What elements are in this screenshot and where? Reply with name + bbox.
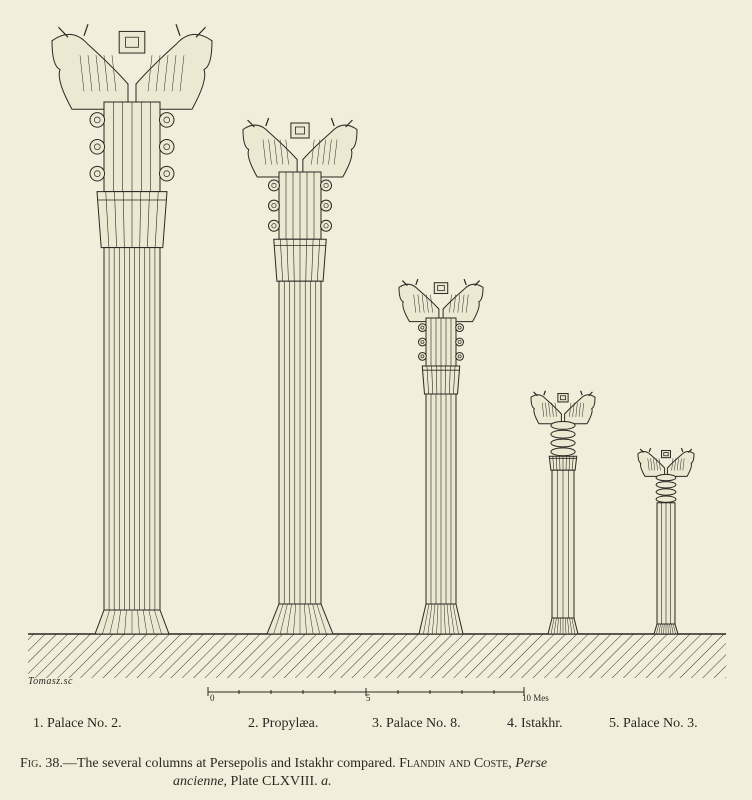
scale-end-label: 10 Mes: [522, 693, 549, 703]
column-5: [638, 448, 694, 634]
double-bull-capital-icon: [399, 279, 483, 321]
column-label-2: 2. Propylæa.: [248, 716, 319, 731]
double-bull-capital-icon: [638, 448, 694, 476]
figure-caption: [20, 755, 732, 791]
column-labels: [0, 716, 752, 736]
volute-scroll-icon: [90, 102, 174, 192]
caption-plate-suffix: a.: [321, 774, 332, 789]
caption-title-part1: Perse: [515, 756, 548, 771]
column-4: [531, 391, 595, 634]
column-label-3: 3. Palace No. 8.: [372, 716, 461, 731]
double-bull-capital-icon: [531, 391, 595, 424]
ground-hatching: [28, 634, 726, 678]
caption-fig: Fig.: [20, 756, 42, 771]
volute-scroll-icon: [419, 318, 464, 366]
column-label-1: 1. Palace No. 2.: [33, 716, 122, 731]
scale-bar: [206, 686, 536, 708]
double-bull-capital-icon: [243, 118, 357, 177]
volute-scroll-icon: [269, 172, 332, 239]
scale-mid-label: 5: [366, 693, 371, 703]
column-1: [52, 24, 212, 634]
engraver-signature: Tomasz.sc: [28, 676, 73, 687]
caption-text: 38.—The several columns at Persepolis and Istakhr compared.: [45, 756, 396, 771]
column-label-4: 4. Istakhr.: [507, 716, 563, 731]
column-2: [243, 118, 357, 634]
caption-title-part2: ancienne,: [173, 774, 228, 789]
scale-start-label: 0: [210, 693, 215, 703]
column-label-5: 5. Palace No. 3.: [609, 716, 698, 731]
column-3: [399, 279, 483, 634]
caption-plate-ref: Plate CLXVIII.: [230, 774, 318, 789]
caption-authors: Flandin and Coste,: [399, 756, 512, 771]
double-bull-capital-icon: [52, 24, 212, 109]
